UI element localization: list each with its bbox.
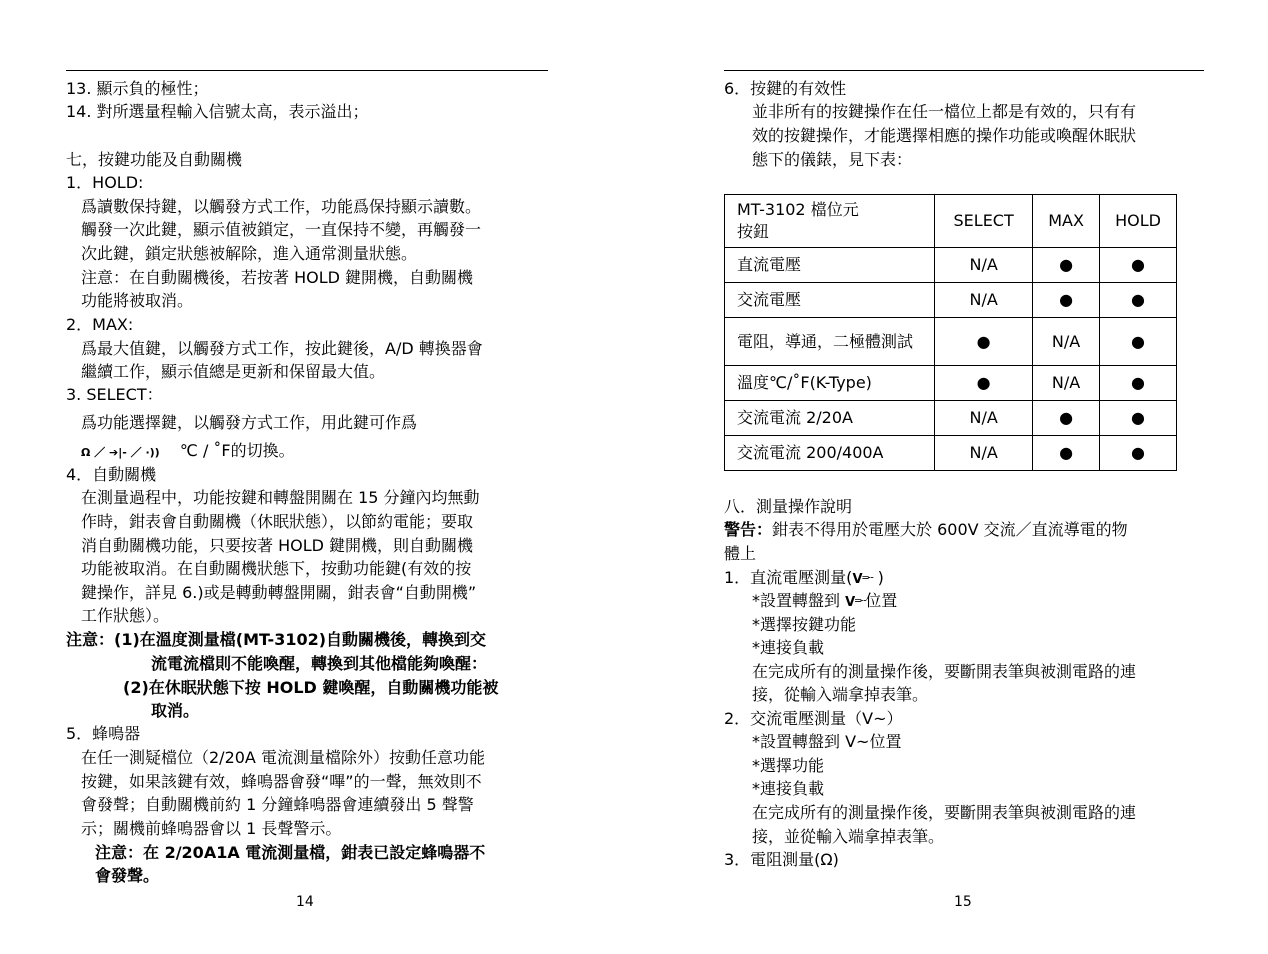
row-cell: ●	[935, 318, 1033, 366]
row-name: 直流電壓	[725, 248, 935, 283]
function-symbols-icon: Ω ／ ➔|- ／ ·))	[81, 446, 160, 459]
row-cell: N/A	[935, 283, 1033, 318]
key-valid-title: 6．按鍵的有效性	[724, 79, 847, 98]
key-valid-line: 態下的儀錶，見下表：	[752, 150, 913, 169]
acv-step: *連接負載	[752, 779, 825, 798]
buzzer-line: 在任一測疑檔位（2/20A 電流測量檔除外）按動任意功能	[81, 748, 485, 767]
warning-line	[724, 518, 1128, 541]
acv-title: 2．交流電壓測量（V~）	[724, 709, 903, 728]
buzzer-note: 注意：在 2/20A1A 電流測量檔，鉗表已設定蜂鳴器不	[95, 843, 486, 862]
top-rule	[724, 70, 1204, 71]
row-name: 交流電流 200/400A	[725, 436, 935, 471]
table-header-col: HOLD	[1100, 195, 1177, 248]
note-line: (2)在休眠狀態下按 HOLD 鍵喚醒，自動關機功能被	[123, 678, 499, 697]
select-title: 3. SELECT：	[66, 385, 163, 404]
row-name: 電阻，導通，二極體測試	[725, 318, 935, 366]
warning-text: 鉗表不得用於電壓大於 600V 交流／直流導電的物	[772, 520, 1128, 539]
buzzer-line: 按鍵，如果該鍵有效，蜂鳴器會發“嗶”的一聲，無效則不	[81, 772, 482, 791]
hold-line: 爲讀數保持鍵，以觸發方式工作，功能爲保持顯示讀數。	[81, 197, 482, 216]
row-cell: N/A	[935, 248, 1033, 283]
buzzer-title: 5．蜂鳴器	[66, 724, 141, 743]
auto-off-line: 消自動關機功能，只要按著 HOLD 鍵開機，則自動關機	[81, 536, 474, 555]
table-header-col: SELECT	[935, 195, 1033, 248]
row-cell: ●	[1100, 283, 1177, 318]
dc-volts-icon: V═╌	[845, 595, 866, 610]
top-rule	[66, 70, 548, 71]
key-valid-line: 效的按鍵操作，才能選擇相應的操作功能或喚醒休眠狀	[752, 126, 1137, 145]
table-header-col: MAX	[1033, 195, 1100, 248]
select-line: 爲功能選擇鍵，以觸發方式工作，用此鍵可作爲	[81, 413, 418, 432]
row-cell: ●	[1100, 401, 1177, 436]
row-cell: ●	[1033, 436, 1100, 471]
note-line: 取消。	[151, 701, 200, 720]
buzzer-line: 會發聲；自動關機前約 1 分鐘蜂鳴器會連續發出 5 聲警	[81, 795, 474, 814]
max-line: 爲最大值鍵，以觸發方式工作，按此鍵後，A/D 轉換器會	[81, 339, 483, 358]
row-cell: N/A	[1033, 366, 1100, 401]
note-line: 流電流檔則不能喚醒，轉換到其他檔能夠喚醒：	[151, 654, 488, 673]
warning-label: 警告：	[724, 520, 773, 539]
section-7-title: 七，按鍵功能及自動關機	[66, 150, 243, 169]
temperature-switch-text: ℃ / ˚F的切換。	[179, 441, 295, 460]
buzzer-line: 示；關機前蜂鳴器會以 1 長聲警示。	[81, 819, 342, 838]
dcv-step: *選擇按鍵功能	[752, 615, 857, 634]
hold-line: 注意：在自動關機後，若按著 HOLD 鍵開機，自動關機	[81, 268, 474, 287]
hold-line: 觸發一次此鍵，顯示值被鎖定，一直保持不變，再觸發一	[81, 220, 482, 239]
row-cell: ●	[1033, 248, 1100, 283]
table-row	[725, 436, 1177, 471]
row-name: 交流電流 2/20A	[725, 401, 935, 436]
row-cell: ●	[935, 366, 1033, 401]
table-row	[725, 401, 1177, 436]
warning-line-2: 體上	[724, 544, 757, 563]
auto-off-line: 功能被取消。在自動關機狀態下，按動功能鍵(有效的按	[81, 559, 472, 578]
table-row	[725, 366, 1177, 401]
hold-title: 1．HOLD:	[66, 173, 144, 192]
max-title: 2．MAX:	[66, 315, 134, 334]
auto-off-line: 在測量過程中，功能按鍵和轉盤開關在 15 分鐘內均無動	[81, 488, 480, 507]
dcv-step: *連接負載	[752, 638, 825, 657]
page-number: 14	[296, 894, 314, 910]
row-cell: N/A	[935, 436, 1033, 471]
key-validity-table	[724, 194, 1177, 471]
table-row	[725, 318, 1177, 366]
ohm-title: 3．電阻測量(Ω)	[724, 850, 839, 869]
auto-off-line: 作時，鉗表會自動關機（休眠狀態），以節約電能；要取	[81, 512, 474, 531]
note-line: 注意：(1)在溫度測量檔(MT-3102)自動關機後，轉換到交	[66, 630, 487, 649]
max-line: 繼續工作，顯示值總是更新和保留最大值。	[81, 362, 386, 381]
dc-volts-icon: V═╌	[852, 572, 873, 587]
auto-off-title: 4．自動關機	[66, 465, 157, 484]
row-cell: ●	[1033, 401, 1100, 436]
table-header-name: MT-3102 檔位元 按鈕	[725, 195, 935, 248]
dcv-line: 接，從輸入端拿掉表筆。	[752, 685, 929, 704]
hold-line: 次此鍵，鎖定狀態被解除，進入通常測量狀態。	[81, 244, 418, 263]
acv-line: 在完成所有的測量操作後，要斷開表筆與被測電路的連	[752, 803, 1137, 822]
acv-line: 接，並從輸入端拿掉表筆。	[752, 827, 945, 846]
item-13: 13. 顯示負的極性；	[66, 79, 209, 98]
row-cell: ●	[1100, 436, 1177, 471]
row-cell: ●	[1100, 318, 1177, 366]
row-cell: N/A	[935, 401, 1033, 436]
table-row	[725, 283, 1177, 318]
table-header-row	[725, 195, 1177, 248]
row-cell: ●	[1100, 248, 1177, 283]
row-name: 交流電壓	[725, 283, 935, 318]
item-14: 14. 對所選量程輸入信號太高，表示溢出；	[66, 102, 369, 121]
dcv-line: 在完成所有的測量操作後，要斷開表筆與被測電路的連	[752, 662, 1137, 681]
dcv-step: *設置轉盤到 V═╌位置	[752, 589, 897, 614]
acv-step: *選擇功能	[752, 756, 825, 775]
buzzer-note: 會發聲。	[95, 866, 160, 885]
auto-off-line: 工作狀態）。	[81, 606, 170, 625]
hold-line: 功能將被取消。	[81, 291, 194, 310]
acv-step: *設置轉盤到 V~位置	[752, 732, 902, 751]
row-cell: ●	[1100, 366, 1177, 401]
row-cell: N/A	[1033, 318, 1100, 366]
page-number: 15	[954, 894, 972, 910]
row-name: 溫度℃/˚F(K-Type)	[725, 366, 935, 401]
auto-off-line: 鍵操作，詳見 6.)或是轉動轉盤開關，鉗表會“自動開機”	[81, 583, 477, 602]
dcv-title: 1．直流電壓測量(V═╌ )	[724, 566, 884, 591]
section-8-title: 八．測量操作說明	[724, 497, 853, 516]
select-symbol-line	[81, 439, 295, 464]
row-cell: ●	[1033, 283, 1100, 318]
key-valid-line: 並非所有的按鍵操作在任一檔位上都是有效的，只有有	[752, 102, 1137, 121]
table-row	[725, 248, 1177, 283]
